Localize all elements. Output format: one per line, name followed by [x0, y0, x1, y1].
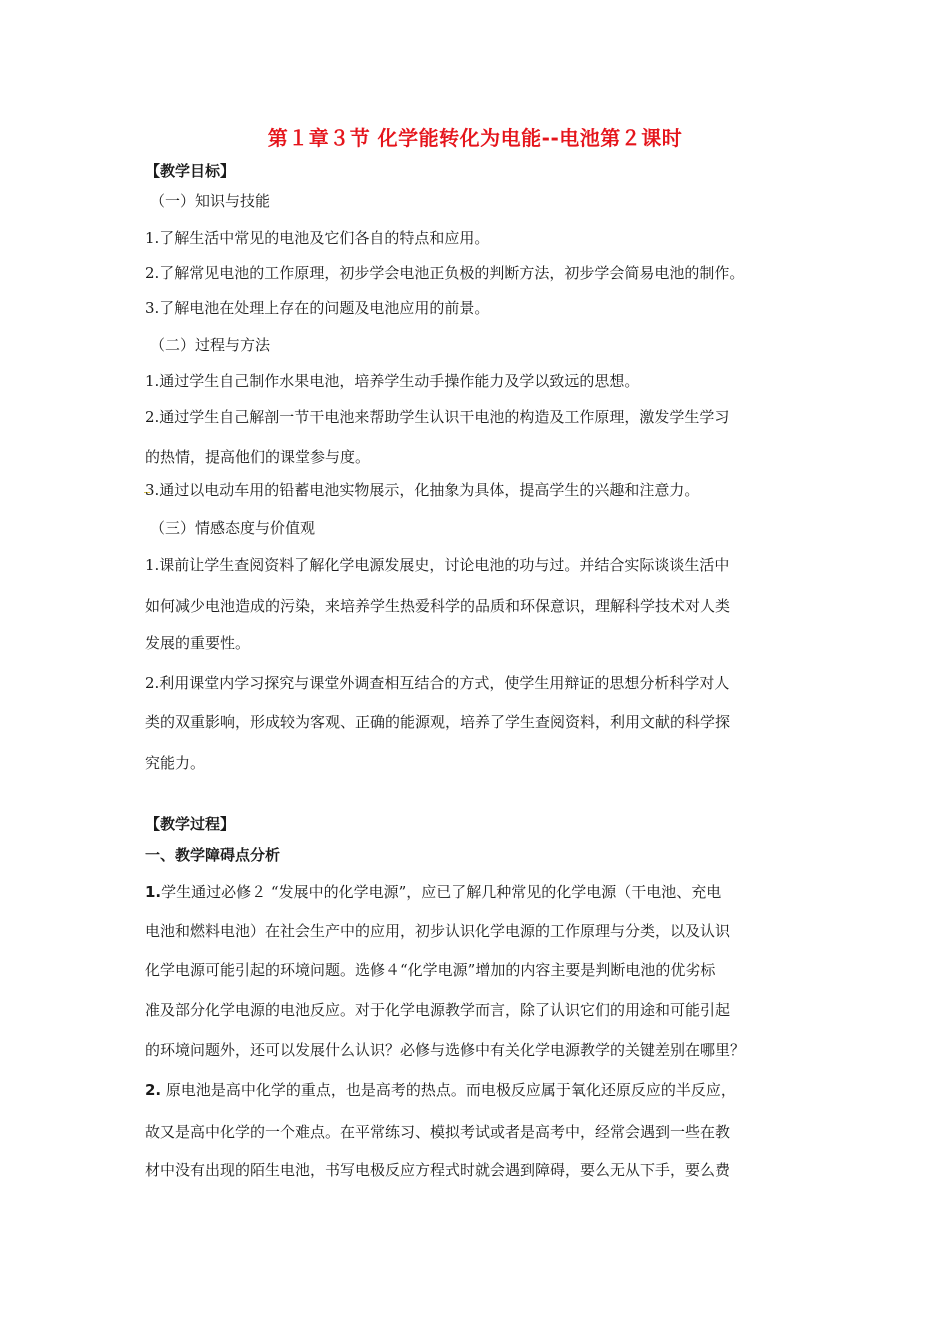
emotion-line: 发展的重要性。 — [145, 634, 251, 652]
knowledge-item: 1.了解生活中常见的电池及它们各自的特点和应用。 — [145, 229, 490, 247]
analysis-text: 原电池是高中化学的重点，也是高考的热点。而电极反应属于氧化还原反应的半反应， — [161, 1081, 736, 1099]
process-line: 3.通过以电动车用的铅蓄电池实物展示，化抽象为具体，提高学生的兴趣和注意力。 — [145, 481, 700, 499]
item-number: 2. — [145, 1081, 162, 1099]
analysis-line: 电池和燃料电池）在社会生产中的应用，初步认识化学电源的工作原理与分类，以及认识 — [145, 922, 731, 940]
process-line: 2.通过学生自己解剖一节干电池来帮助学生认识干电池的构造及工作原理，激发学生学习 — [145, 408, 730, 426]
emotion-line: 类的双重影响，形成较为客观、正确的能源观，培养了学生查阅资料，利用文献的科学探 — [145, 713, 731, 731]
analysis-line — [145, 882, 815, 902]
knowledge-heading: （一）知识与技能 — [150, 192, 271, 210]
analysis-line: 化学电源可能引起的环境问题。选修４“化学电源”增加的内容主要是判断电池的优劣标 — [145, 961, 716, 979]
emotion-line: 2.利用课堂内学习探究与课堂外调查相互结合的方式，使学生用辩证的思想分析科学对人 — [145, 674, 730, 692]
item-number: 1. — [145, 883, 162, 901]
process-line: 1.通过学生自己制作水果电池，培养学生动手操作能力及学以致远的思想。 — [145, 372, 640, 390]
analysis-line — [145, 1080, 815, 1100]
process-line: 的热情，提高他们的课堂参与度。 — [145, 448, 371, 466]
objectives-heading: 【教学目标】 — [145, 162, 236, 180]
document-title: 第１章３节 化学能转化为电能--电池第２课时 — [267, 126, 683, 150]
emotion-line: 究能力。 — [145, 754, 206, 772]
emotion-heading: （三）情感态度与价值观 — [150, 519, 316, 537]
analysis-line: 材中没有出现的陌生电池，书写电极反应方程式时就会遇到障碍，要么无从下手，要么费 — [145, 1161, 731, 1179]
emotion-line: 1.课前让学生查阅资料了解化学电源发展史，讨论电池的功与过。并结合实际谈谈生活中 — [145, 556, 730, 574]
knowledge-item: 3.了解电池在处理上存在的问题及电池应用的前景。 — [145, 299, 490, 317]
process-heading: （二）过程与方法 — [150, 336, 271, 354]
emotion-line: 如何减少电池造成的污染，来培养学生热爱科学的品质和环保意识，理解科学技术对人类 — [145, 597, 731, 615]
analysis-line: 的环境问题外，还可以发展什么认识？必修与选修中有关化学电源教学的关键差别在哪里？ — [145, 1041, 746, 1059]
obstacle-analysis-heading: 一、教学障碍点分析 — [145, 846, 281, 864]
analysis-line: 故又是高中化学的一个难点。在平常练习、模拟考试或者是高考中，经常会遇到一些在教 — [145, 1123, 731, 1141]
analysis-text: 学生通过必修２ “发展中的化学电源”，应已了解几种常见的化学电源（干电池、充电 — [161, 883, 722, 901]
analysis-line: 准及部分化学电源的电池反应。对于化学电源教学而言，除了认识它们的用途和可能引起 — [145, 1001, 731, 1019]
procedure-heading: 【教学过程】 — [145, 815, 236, 833]
knowledge-item: 2.了解常见电池的工作原理，初步学会电池正负极的判断方法，初步学会简易电池的制作。 — [145, 264, 745, 282]
